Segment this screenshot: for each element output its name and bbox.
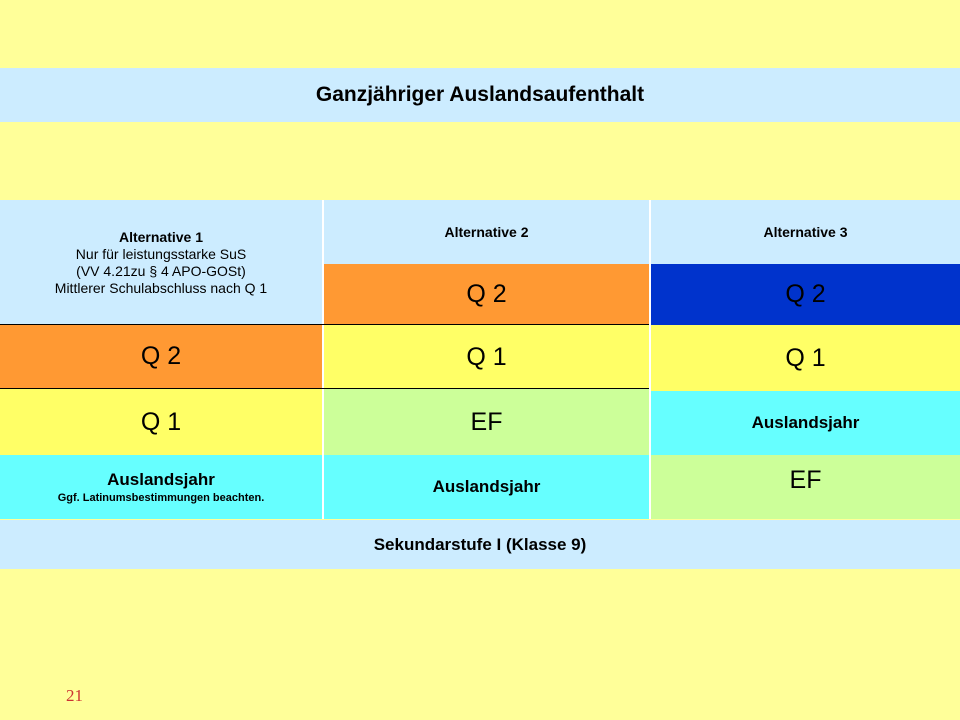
alt2-abroad-cell: Auslandsjahr xyxy=(324,455,649,519)
alt1-header-title: Alternative 1 xyxy=(118,228,204,245)
row-divider-2 xyxy=(0,388,649,389)
alt2-q1-cell: Q 1 xyxy=(324,325,649,389)
alt1-header xyxy=(0,200,322,325)
alt2-q2-cell: Q 2 xyxy=(324,264,649,325)
alt3-header: Alternative 3 xyxy=(651,200,960,264)
alt1-q2-cell: Q 2 xyxy=(0,325,322,388)
alt1-abroad-label: Auslandsjahr xyxy=(107,470,215,489)
page-title: Ganzjähriger Auslandsaufenthalt xyxy=(0,68,960,122)
sekundarstufe-row: Sekundarstufe I (Klasse 9) xyxy=(0,520,960,569)
alt1-abroad-cell xyxy=(0,455,322,519)
alt1-abroad-note: Ggf. Latinumsbestimmungen beachten. xyxy=(57,492,265,504)
alt3-q2-cell: Q 2 xyxy=(651,264,960,325)
alt1-header-line3: (VV 4.21zu § 4 APO-GOSt) xyxy=(76,262,246,279)
column-divider-1 xyxy=(322,200,324,519)
row-divider-1 xyxy=(0,324,649,325)
page-number: 21 xyxy=(66,686,83,705)
alt3-ef-cell: EF xyxy=(651,455,960,519)
alt1-q1-cell: Q 1 xyxy=(0,389,322,455)
alt2-ef-cell: EF xyxy=(324,389,649,455)
alt2-header: Alternative 2 xyxy=(324,200,649,264)
alt1-header-line2: Nur für leistungsstarke SuS xyxy=(75,245,247,262)
alt3-q1-cell: Q 1 xyxy=(651,325,960,391)
alt1-header-line4: Mittlerer Schulabschluss nach Q 1 xyxy=(54,279,268,296)
column-divider-2 xyxy=(649,200,651,519)
alt3-abroad-cell: Auslandsjahr xyxy=(651,391,960,455)
